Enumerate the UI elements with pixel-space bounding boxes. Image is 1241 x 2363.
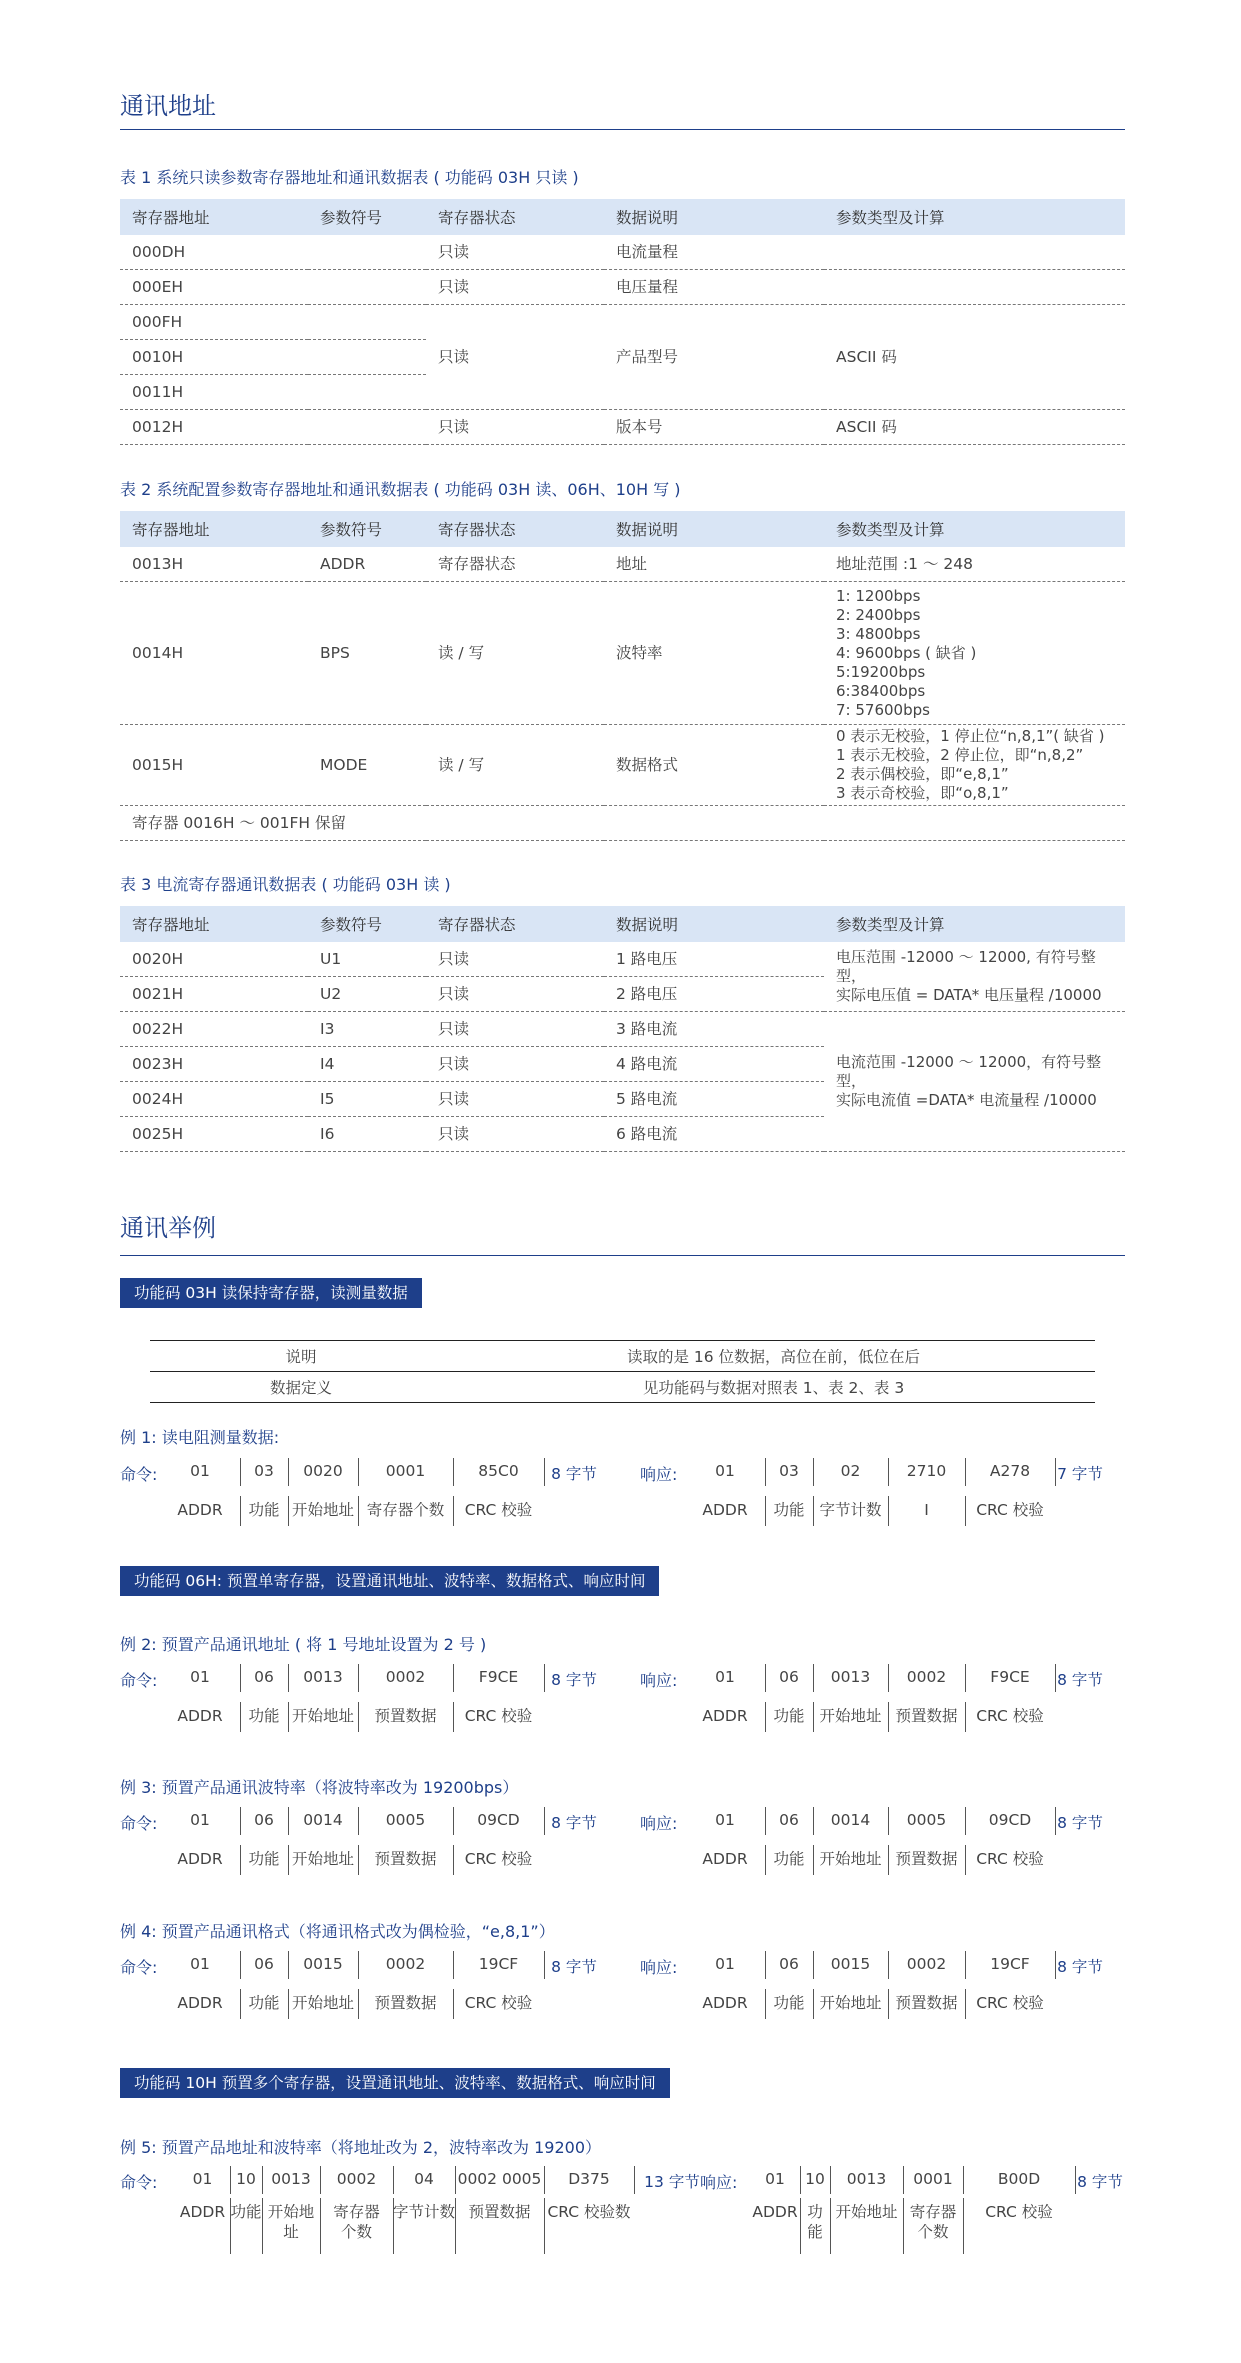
table-cell: [824, 235, 1125, 270]
resp-byte-count: 8 字节: [1057, 1671, 1103, 1689]
cmd-value: 09CD: [477, 1811, 520, 1829]
resp-value: 06: [779, 1668, 799, 1686]
example3-frame: [120, 1811, 1125, 1891]
resp-field-desc: 功能: [807, 2203, 823, 2241]
table-row: [120, 1012, 1125, 1047]
table-cell: 0011H: [120, 375, 308, 410]
resp-field-desc: CRC 校验: [976, 1994, 1044, 2012]
table-cell: [308, 235, 426, 270]
table-row: [120, 582, 1125, 725]
resp-value: 0002: [906, 1955, 947, 1973]
table-cell: 0015H: [120, 725, 308, 806]
section-title-examples: 通讯举例: [120, 1214, 216, 1242]
cmd-value: 04: [414, 2170, 434, 2188]
resp-field-desc: CRC 校验: [976, 1707, 1044, 1725]
table-header: 参数符号: [308, 906, 426, 942]
definition-table: [150, 1340, 1095, 1403]
table-cell: ASCII 码: [824, 305, 1125, 410]
table-cell: 0025H: [120, 1117, 308, 1152]
resp-value: 19CF: [990, 1955, 1030, 1973]
table-cell: 电压量程: [604, 270, 824, 305]
table-cell: [824, 270, 1125, 305]
cmd-value: D375: [568, 2170, 610, 2188]
cmd-field-desc: ADDR: [177, 1850, 223, 1868]
table-cell: 000DH: [120, 235, 308, 270]
cmd-field-desc: CRC 校验数: [547, 2203, 631, 2221]
response-label: 响应:: [640, 1465, 678, 1484]
cmd-value: 01: [192, 2170, 213, 2188]
table-cell: 0024H: [120, 1082, 308, 1117]
cmd-field-desc: 开始地址: [291, 1501, 354, 1519]
table-row: [120, 410, 1125, 445]
table-cell: 0013H: [120, 547, 308, 582]
resp-field-desc: 开始地址: [835, 2203, 898, 2221]
section-rule: [120, 129, 1125, 130]
table-header-row: [120, 906, 1125, 942]
resp-field-desc: 开始地址: [819, 1994, 882, 2012]
command-label: 命令:: [120, 1814, 158, 1833]
cmd-value: 19CF: [478, 1955, 519, 1973]
current-calc: 电流范围 -12000 ～ 12000，有符号整型， 实际电流值 =DATA* 电流量程 /10000: [824, 1012, 1125, 1152]
resp-value: 01: [715, 1462, 735, 1480]
resp-value: 01: [765, 2170, 785, 2188]
resp-field-desc: 预置数据: [895, 1707, 958, 1725]
cmd-byte-count: 8 字节: [551, 1671, 597, 1689]
table-header: 参数类型及计算: [824, 199, 1125, 235]
table-cell: MODE: [308, 725, 426, 806]
resp-value: 03: [779, 1462, 799, 1480]
cmd-value: 0001: [385, 1462, 426, 1480]
resp-field-desc: ADDR: [702, 1994, 748, 2012]
table-cell: [308, 340, 426, 375]
cmd-value: 85C0: [478, 1462, 519, 1480]
table-cell: 6 路电流: [604, 1117, 824, 1152]
resp-byte-count: 8 字节: [1057, 1958, 1103, 1976]
cmd-value: 0005: [385, 1811, 426, 1829]
table-cell: 寄存器状态: [426, 547, 604, 582]
example2-frame: [120, 1668, 1125, 1748]
cmd-field-desc: 预置数据: [374, 1707, 437, 1725]
resp-value: 01: [715, 1955, 735, 1973]
resp-byte-count: 8 字节: [1057, 1814, 1103, 1832]
table-cell: 电流量程: [604, 235, 824, 270]
cmd-field-desc: 功能: [248, 1707, 280, 1725]
resp-field-desc: 预置数据: [895, 1994, 958, 2012]
cmd-value: 0020: [303, 1462, 343, 1480]
command-label: 命令:: [120, 1465, 158, 1484]
cmd-field-desc: 预置数据: [374, 1994, 437, 2012]
table-cell: 0010H: [120, 340, 308, 375]
cmd-value: 01: [190, 1668, 210, 1686]
table-cell: 数据定义: [150, 1372, 452, 1403]
cmd-value: 0015: [303, 1955, 343, 1973]
table-header: 参数符号: [308, 199, 426, 235]
resp-value: 2710: [906, 1462, 947, 1480]
reserved-note: 寄存器 0016H ～ 001FH 保留: [120, 806, 1125, 841]
resp-field-desc: 功能: [773, 1707, 805, 1725]
resp-value: F9CE: [990, 1668, 1030, 1686]
table-cell: 产品型号: [604, 305, 824, 410]
resp-value: 0013: [846, 2170, 887, 2188]
cmd-field-desc: 寄存器个数: [366, 1501, 445, 1519]
resp-value: 0005: [906, 1811, 947, 1829]
table-cell: [308, 410, 426, 445]
table-row: [120, 235, 1125, 270]
cmd-field-desc: ADDR: [177, 1994, 223, 2012]
table1: [120, 199, 1125, 445]
resp-field-desc: 开始地址: [819, 1707, 882, 1725]
table-cell: 000EH: [120, 270, 308, 305]
table-row: [150, 1372, 1095, 1403]
example1-title: 例 1: 读电阻测量数据:: [120, 1428, 280, 1447]
table-cell: U2: [308, 977, 426, 1012]
table-cell: 波特率: [604, 582, 824, 725]
table-cell: 数据格式: [604, 725, 824, 806]
example5-frame: [120, 2170, 1125, 2250]
table-header: 数据说明: [604, 906, 824, 942]
resp-field-desc: ADDR: [702, 1501, 748, 1519]
example4-frame: [120, 1955, 1125, 2035]
table-header: 数据说明: [604, 511, 824, 547]
cmd-value: F9CE: [478, 1668, 519, 1686]
table-cell: U1: [308, 942, 426, 977]
table-cell: 只读: [426, 235, 604, 270]
cmd-value: 0013: [271, 2170, 311, 2188]
cmd-byte-count: 8 字节: [551, 1814, 597, 1832]
resp-value: 06: [779, 1955, 799, 1973]
table3-caption: 表 3 电流寄存器通讯数据表 ( 功能码 03H 读 ): [120, 875, 451, 894]
table-cell: 只读: [426, 1117, 604, 1152]
command-label: 命令:: [120, 2173, 158, 2192]
cmd-field-desc: 开始地址: [291, 1994, 354, 2012]
table-cell: ASCII 码: [824, 410, 1125, 445]
table-row: [120, 305, 1125, 340]
resp-value: 09CD: [988, 1811, 1032, 1829]
table-row: [120, 942, 1125, 977]
table-cell: I5: [308, 1082, 426, 1117]
section-rule: [120, 1255, 1125, 1256]
table2-caption: 表 2 系统配置参数寄存器地址和通讯数据表 ( 功能码 03H 读、06H、10H 写 ): [120, 480, 681, 499]
table-cell: 1 路电压: [604, 942, 824, 977]
table-cell: I3: [308, 1012, 426, 1047]
table-header: 参数类型及计算: [824, 511, 1125, 547]
response-label: 响应:: [640, 1958, 678, 1977]
table-cell: 版本号: [604, 410, 824, 445]
resp-value: A278: [989, 1462, 1031, 1480]
table-cell: 0021H: [120, 977, 308, 1012]
cmd-byte-count: 8 字节: [551, 1465, 597, 1483]
table-header-row: [120, 199, 1125, 235]
band-func06: 功能码 06H: 预置单寄存器，设置通讯地址、波特率、数据格式、响应时间: [120, 1566, 659, 1596]
resp-value: 0001: [913, 2170, 953, 2188]
table-cell: 0022H: [120, 1012, 308, 1047]
table-cell: 只读: [426, 270, 604, 305]
baud-rate-options: 1: 1200bps 2: 2400bps 3: 4800bps 4: 9600bps ( 缺省 ) 5:19200bps 6:38400bps 7: 57600bps: [824, 582, 1125, 725]
resp-field-desc: I: [924, 1501, 929, 1519]
data-format-options: 0 表示无校验，1 停止位“n,8,1”( 缺省 ) 1 表示无校验，2 停止位，即“n,8,2” 2 表示偶校验，即“e,8,1” 3 表示奇校验，即“o,8,1”: [824, 725, 1125, 806]
table-row: [150, 1341, 1095, 1372]
cmd-field-desc: ADDR: [177, 1707, 223, 1725]
table-cell: 只读: [426, 977, 604, 1012]
resp-field-desc: CRC 校验: [985, 2203, 1053, 2221]
cmd-field-desc: CRC 校验: [464, 1707, 533, 1725]
table-cell: 地址: [604, 547, 824, 582]
resp-byte-count: 8 字节: [1077, 2173, 1123, 2191]
resp-field-desc: 功能: [773, 1850, 805, 1868]
table-cell: 只读: [426, 1012, 604, 1047]
table-header-row: [120, 511, 1125, 547]
table-cell: [308, 375, 426, 410]
cmd-value: 06: [254, 1955, 274, 1973]
response-label: 响应:: [640, 1671, 678, 1690]
cmd-value: 10: [236, 2170, 256, 2188]
example1-frame: [120, 1462, 1125, 1542]
resp-field-desc: ADDR: [702, 1850, 748, 1868]
cmd-value: 01: [190, 1955, 210, 1973]
cmd-byte-count: 13 字节: [644, 2173, 700, 2191]
cmd-value: 06: [254, 1668, 274, 1686]
cmd-value: 0002: [385, 1668, 426, 1686]
table-cell: 2 路电压: [604, 977, 824, 1012]
cmd-value: 0002: [336, 2170, 377, 2188]
resp-value: 10: [805, 2170, 825, 2188]
cmd-field-desc: 开始地址: [291, 1707, 354, 1725]
response-label: 响应:: [700, 2173, 738, 2192]
example4-title: 例 4: 预置产品通讯格式（将通讯格式改为偶检验，“e,8,1”）: [120, 1922, 555, 1941]
band-func03: 功能码 03H 读保持寄存器，读测量数据: [120, 1278, 422, 1308]
resp-value: 0015: [830, 1955, 871, 1973]
cmd-field-desc: CRC 校验: [464, 1994, 533, 2012]
example2-title: 例 2: 预置产品通讯地址 ( 将 1 号地址设置为 2 号 ): [120, 1635, 487, 1654]
cmd-value: 01: [190, 1811, 210, 1829]
cmd-field-desc: 功能: [248, 1850, 280, 1868]
table-cell: 读 / 写: [426, 582, 604, 725]
table-cell: 0012H: [120, 410, 308, 445]
table-cell: 读取的是 16 位数据，高位在前，低位在后: [452, 1341, 1095, 1372]
table-cell: 0020H: [120, 942, 308, 977]
table-row: [120, 725, 1125, 806]
cmd-value: 0014: [303, 1811, 343, 1829]
cmd-field-desc: ADDR: [179, 2203, 226, 2221]
table-cell: 000FH: [120, 305, 308, 340]
table-cell: 地址范围 :1 ～ 248: [824, 547, 1125, 582]
resp-byte-count: 7 字节: [1057, 1465, 1103, 1483]
resp-field-desc: 开始地址: [819, 1850, 882, 1868]
table-header: 寄存器状态: [426, 199, 604, 235]
table-header: 寄存器状态: [426, 511, 604, 547]
resp-field-desc: 功能: [773, 1994, 805, 2012]
table-cell: ADDR: [308, 547, 426, 582]
table-row: [120, 806, 1125, 841]
example5-title: 例 5: 预置产品地址和波特率（将地址改为 2，波特率改为 19200）: [120, 2138, 601, 2157]
resp-field-desc: 字节计数: [819, 1501, 882, 1519]
cmd-field-desc: ADDR: [177, 1501, 223, 1519]
resp-value: 0013: [830, 1668, 871, 1686]
table-row: [120, 547, 1125, 582]
resp-value: 0002: [906, 1668, 947, 1686]
cmd-field-desc: CRC 校验: [464, 1850, 533, 1868]
table-cell: 读 / 写: [426, 725, 604, 806]
command-label: 命令:: [120, 1958, 158, 1977]
table-cell: 只读: [426, 305, 604, 410]
cmd-field-desc: 功能: [248, 1501, 280, 1519]
resp-value: 01: [715, 1668, 735, 1686]
table-cell: 只读: [426, 1047, 604, 1082]
resp-value: 06: [779, 1811, 799, 1829]
cmd-field-desc: 功能: [230, 2203, 262, 2221]
resp-field-desc: CRC 校验: [976, 1501, 1044, 1519]
cmd-field-desc: 开始地址: [291, 1850, 354, 1868]
table-cell: 0023H: [120, 1047, 308, 1082]
cmd-value: 01: [190, 1462, 210, 1480]
cmd-field-desc: 寄存器 个数: [333, 2203, 380, 2241]
band-func10: 功能码 10H 预置多个寄存器，设置通讯地址、波特率、数据格式、响应时间: [120, 2068, 670, 2098]
resp-field-desc: CRC 校验: [976, 1850, 1044, 1868]
cmd-byte-count: 8 字节: [551, 1958, 597, 1976]
table-cell: 只读: [426, 942, 604, 977]
cmd-field-desc: 开始地址: [267, 2203, 315, 2241]
table-cell: BPS: [308, 582, 426, 725]
cmd-field-desc: 预置数据: [374, 1850, 437, 1868]
table-cell: 只读: [426, 1082, 604, 1117]
resp-field-desc: ADDR: [752, 2203, 798, 2221]
command-label: 命令:: [120, 1671, 158, 1690]
table-cell: I6: [308, 1117, 426, 1152]
cmd-field-desc: 预置数据: [468, 2203, 531, 2221]
example3-title: 例 3: 预置产品通讯波特率（将波特率改为 19200bps）: [120, 1778, 519, 1797]
table-cell: 见功能码与数据对照表 1、表 2、表 3: [452, 1372, 1095, 1403]
table-cell: 5 路电流: [604, 1082, 824, 1117]
voltage-calc: 电压范围 -12000 ～ 12000, 有符号整型， 实际电压值 = DATA* 电压量程 /10000: [824, 942, 1125, 1012]
cmd-field-desc: 字节计数: [393, 2203, 456, 2221]
resp-value: 02: [840, 1462, 861, 1480]
resp-value: 0014: [830, 1811, 871, 1829]
table1-caption: 表 1 系统只读参数寄存器地址和通讯数据表 ( 功能码 03H 只读 ): [120, 168, 579, 187]
resp-field-desc: ADDR: [702, 1707, 748, 1725]
table-cell: 3 路电流: [604, 1012, 824, 1047]
table-cell: [308, 270, 426, 305]
table-header: 参数符号: [308, 511, 426, 547]
resp-value: B00D: [997, 2170, 1041, 2188]
cmd-value: 03: [254, 1462, 274, 1480]
table-row: [120, 270, 1125, 305]
cmd-field-desc: 功能: [248, 1994, 280, 2012]
cmd-value: 06: [254, 1811, 274, 1829]
resp-field-desc: 功能: [773, 1501, 805, 1519]
table-cell: 4 路电流: [604, 1047, 824, 1082]
table-cell: 0014H: [120, 582, 308, 725]
cmd-value: 0002: [385, 1955, 426, 1973]
table-header: 寄存器地址: [120, 199, 308, 235]
cmd-value: 0002 0005: [457, 2170, 542, 2188]
table-header: 寄存器地址: [120, 511, 308, 547]
table-header: 寄存器状态: [426, 906, 604, 942]
table-cell: 只读: [426, 410, 604, 445]
table-header: 数据说明: [604, 199, 824, 235]
section-title-address: 通讯地址: [120, 92, 216, 120]
table2: [120, 511, 1125, 841]
resp-field-desc: 预置数据: [895, 1850, 958, 1868]
cmd-value: 0013: [303, 1668, 343, 1686]
response-label: 响应:: [640, 1814, 678, 1833]
table-header: 寄存器地址: [120, 906, 308, 942]
cmd-field-desc: CRC 校验: [464, 1501, 533, 1519]
table-header: 参数类型及计算: [824, 906, 1125, 942]
table-cell: [308, 305, 426, 340]
resp-field-desc: 寄存器 个数: [909, 2203, 957, 2241]
table-cell: I4: [308, 1047, 426, 1082]
table-cell: 说明: [150, 1341, 452, 1372]
table3: [120, 906, 1125, 1152]
resp-value: 01: [715, 1811, 735, 1829]
